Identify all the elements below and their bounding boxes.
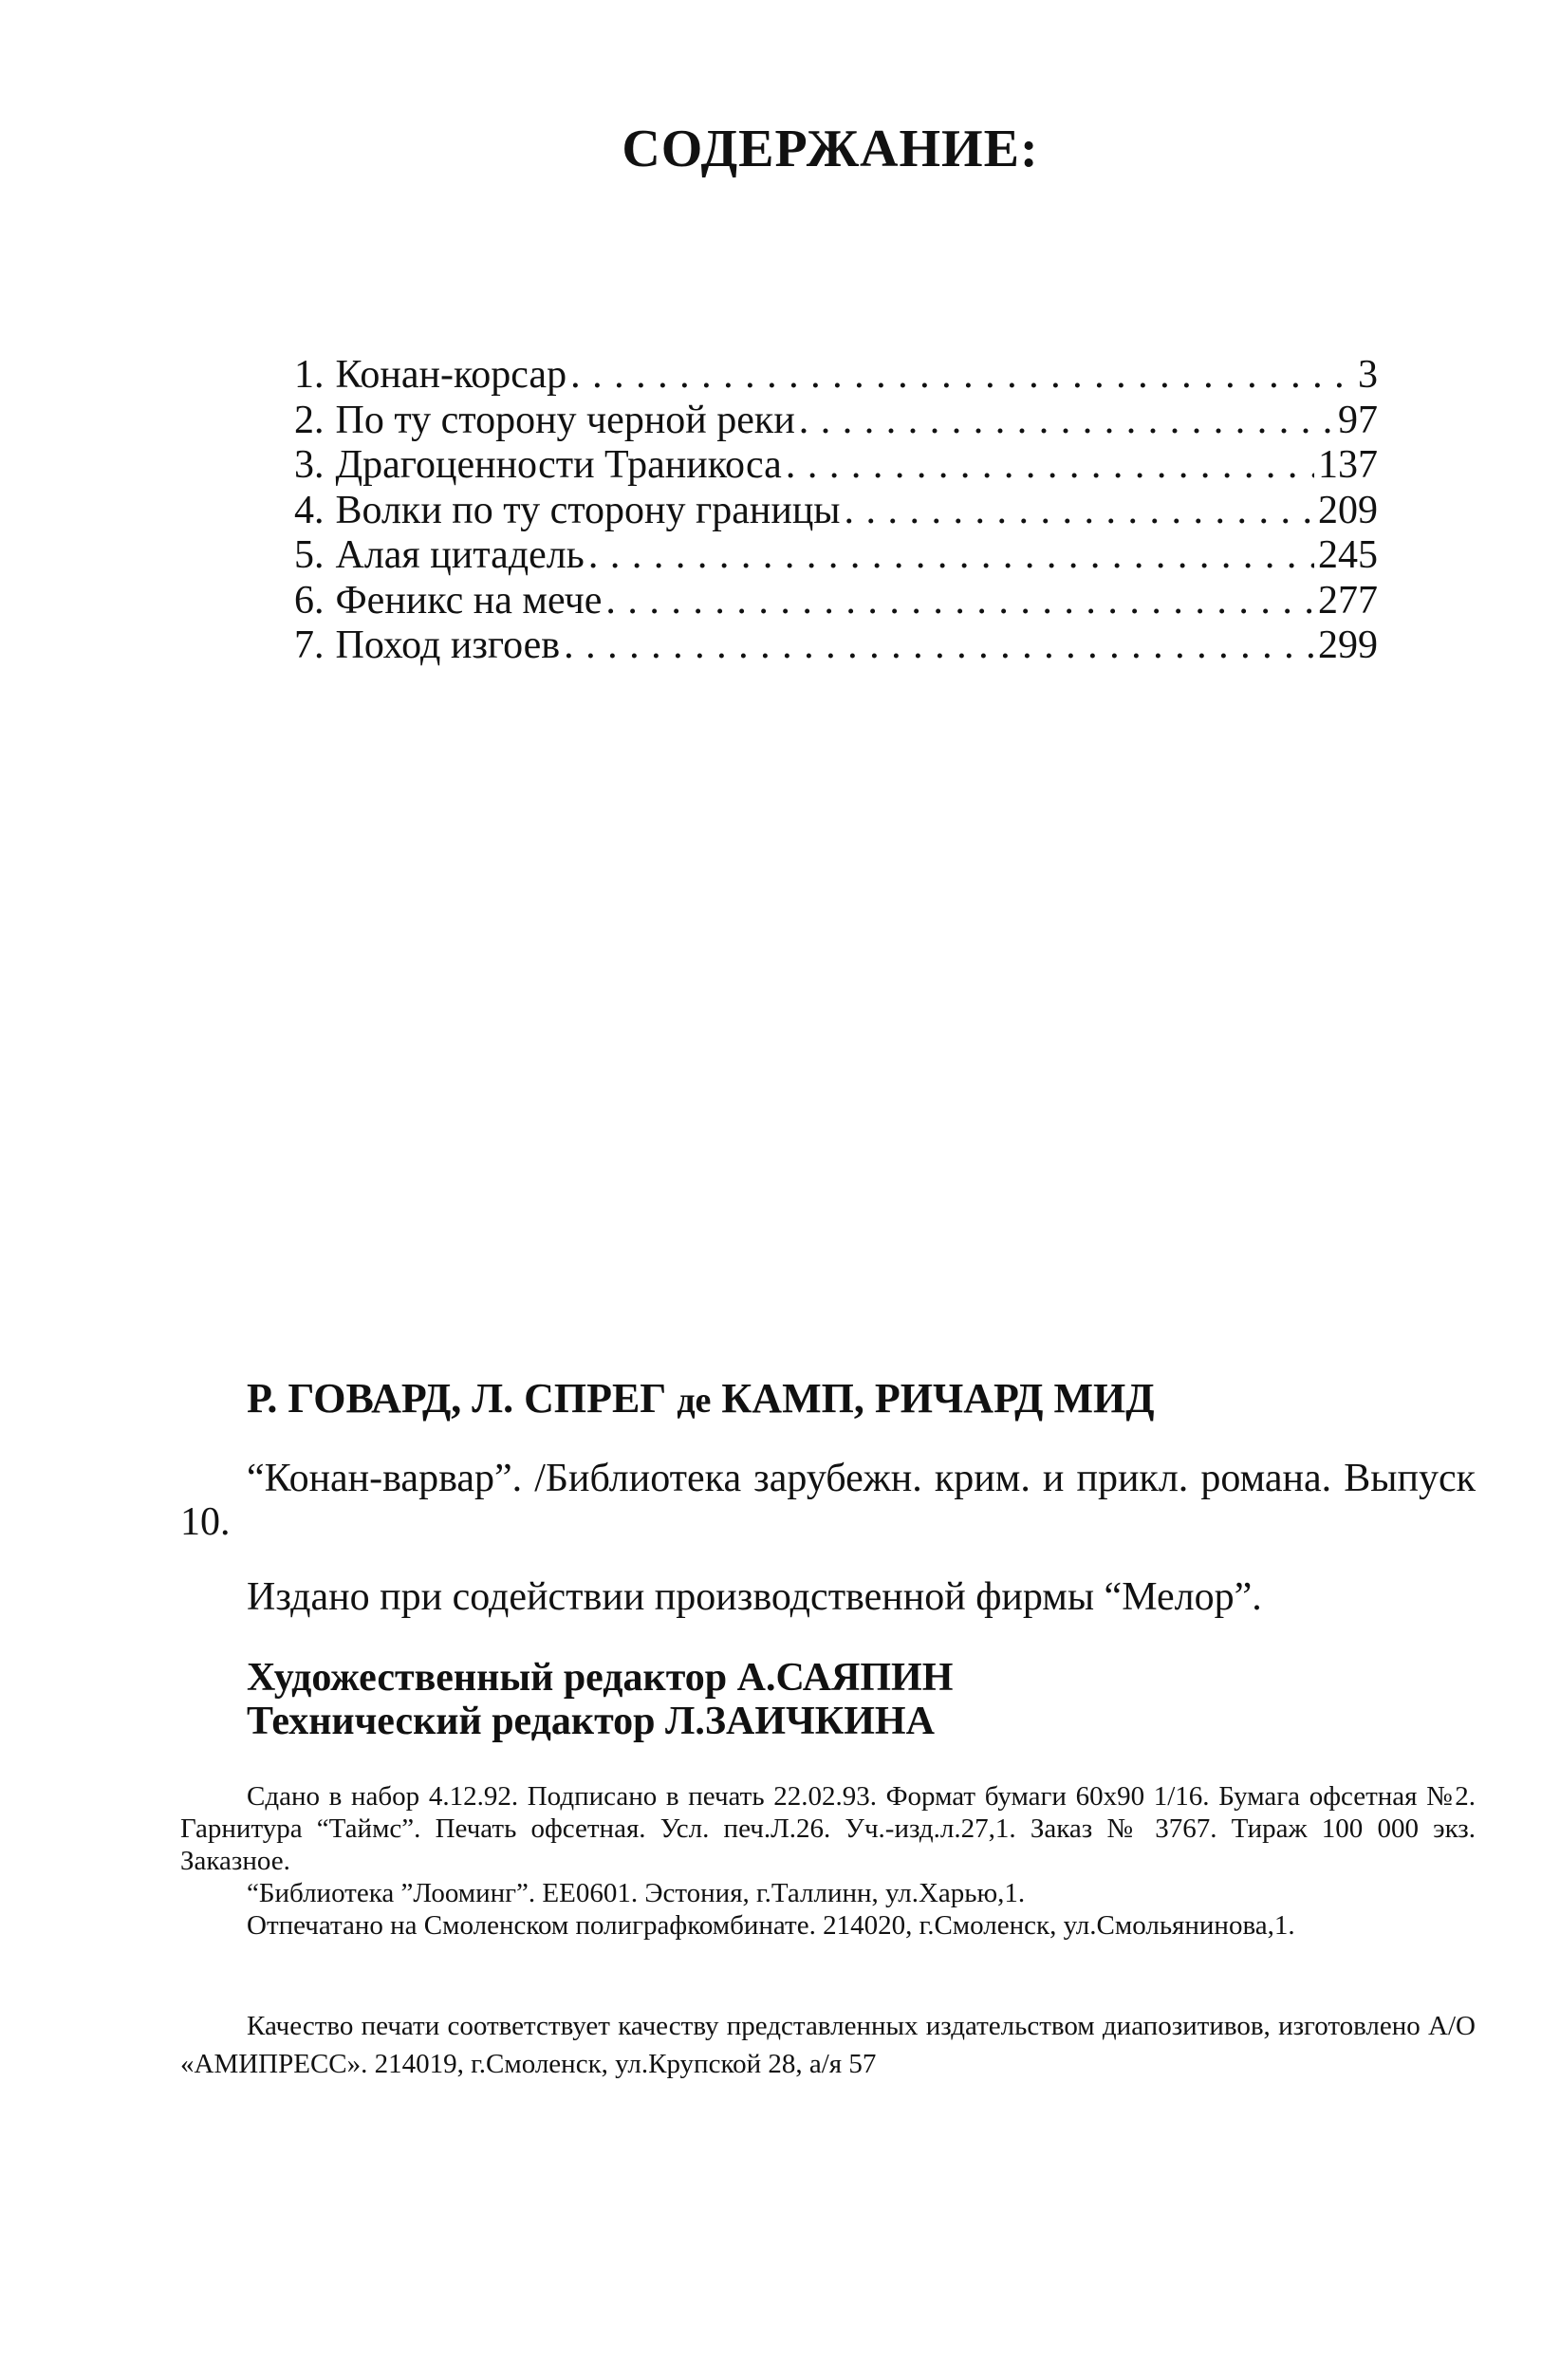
- dot-leader: [588, 533, 1314, 579]
- dot-leader: [845, 489, 1314, 534]
- imprint-library: “Библиотека ”Лооминг”. ЕЕ0601. Эстония, г.Таллинн, ул.Харью,1.: [247, 1878, 1026, 1908]
- toc-entry-number: 2.: [294, 398, 325, 442]
- toc-entry: [294, 443, 1378, 489]
- toc-entry-page: 245: [1318, 533, 1378, 577]
- toc-entry-page: 209: [1318, 488, 1378, 532]
- imprint-block: [180, 1780, 1476, 1942]
- toc-entry-page: 277: [1318, 578, 1378, 623]
- authors-particle: де: [677, 1381, 712, 1421]
- toc-entry-number: 1.: [294, 353, 325, 397]
- dot-leader: [570, 353, 1354, 399]
- technical-editor: Технический редактор Л.ЗАИЧКИНА: [247, 1700, 935, 1743]
- dot-leader: [799, 399, 1334, 444]
- imprint-print-details: Сдано в набор 4.12.92. Подписано в печать 22.02.93. Формат бумаги 60х90 1/16. Бумага офсетная №2. Гарнитура “Таймс”. Печать офсетная. Усл. печ.Л.26. Уч.-изд.л.27,1. Заказ № 3767. Тираж 100 000 экз. Заказное.: [180, 1781, 1476, 1876]
- dot-leader: [605, 579, 1314, 624]
- authors-part-2: КАМП, РИЧАРД МИД: [721, 1375, 1155, 1422]
- series-info: “Конан-варвар”. /Библиотека зарубежн. крим. и прикл. романа. Выпуск 10.: [180, 1457, 1476, 1544]
- dot-leader: [564, 623, 1314, 669]
- publisher-note: Издано при содействии производственной фирмы “Мелор”.: [247, 1575, 1262, 1619]
- toc-entry: [294, 353, 1378, 399]
- toc-entry: [294, 533, 1378, 579]
- dot-leader: [786, 443, 1314, 489]
- editors-block: [247, 1656, 953, 1743]
- toc-entry-number: 3.: [294, 443, 325, 487]
- toc-entry-number: 6.: [294, 578, 325, 623]
- toc-entry-title: Драгоценности Траникоса: [335, 443, 782, 487]
- toc-entry-page: 137: [1318, 443, 1378, 487]
- toc-entry-page: 299: [1318, 623, 1378, 667]
- authors-heading: [247, 1374, 1480, 1422]
- authors-part-1: Р. ГОВАРД, Л. СПРЕГ: [247, 1375, 667, 1422]
- toc-entry-page: 97: [1338, 398, 1378, 442]
- table-of-contents: [294, 353, 1378, 669]
- art-editor: Художественный редактор А.САЯПИН: [247, 1656, 954, 1700]
- toc-entry: [294, 579, 1378, 624]
- quality-note-block: [180, 2007, 1476, 2083]
- toc-entry: [294, 399, 1378, 444]
- toc-entry-title: По ту сторону черной реки: [335, 398, 795, 442]
- toc-entry-number: 4.: [294, 488, 325, 532]
- quality-note: Качество печати соответствует качеству представленных издательством диапозитивов, изготовлено А/О «АМИПРЕСС». 214019, г.Смоленск, ул.Крупской 28, а/я 57: [180, 2011, 1476, 2079]
- toc-title: СОДЕРЖАНИЕ:: [622, 120, 1039, 178]
- toc-entry-number: 5.: [294, 533, 325, 577]
- toc-entry-title: Алая цитадель: [335, 533, 585, 577]
- imprint-printer: Отпечатано на Смоленском полиграфкомбинате. 214020, г.Смоленск, ул.Смольянинова,1.: [247, 1910, 1295, 1941]
- toc-entry-page: 3: [1358, 353, 1378, 397]
- toc-entry-number: 7.: [294, 623, 325, 667]
- toc-entry: [294, 489, 1378, 534]
- toc-entry-title: Феникс на мече: [335, 578, 603, 623]
- toc-entry-title: Волки по ту сторону границы: [335, 488, 841, 532]
- toc-entry: [294, 623, 1378, 669]
- toc-entry-title: Конан-корсар: [335, 353, 567, 397]
- toc-entry-title: Поход изгоев: [335, 623, 561, 667]
